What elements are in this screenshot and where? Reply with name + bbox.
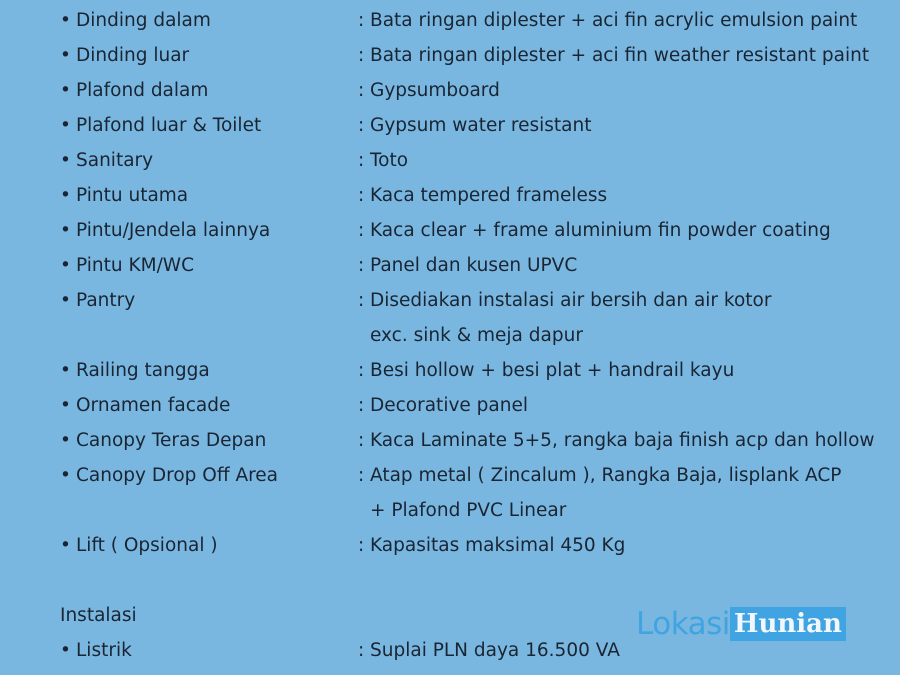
spec-value: Kaca Laminate 5+5, rangka baja finish acp dan hollow [370,430,875,451]
spec-value: Panel dan kusen UPVC [370,255,578,276]
watermark-part2: Hunian [730,607,846,641]
bullet: • [60,640,71,661]
separator: : [358,465,365,486]
spec-value: Bata ringan diplester + aci fin weather resistant paint [370,45,870,66]
spec-row-dinding-luar [60,38,890,73]
spec-value: Kaca tempered frameless [370,185,608,206]
spec-row-ornamen-facade [60,388,890,423]
watermark-part1: Lokasi [636,606,730,642]
spec-row-canopy-drop-off-continuation [60,493,890,528]
spec-value: Besi hollow + besi plat + handrail kayu [370,360,735,381]
spec-value: Atap metal ( Zincalum ), Rangka Baja, lisplank ACP [370,465,842,486]
separator: : [358,255,365,276]
separator: : [358,290,365,311]
spec-value: Decorative panel [370,395,528,416]
spec-label: Ornamen facade [76,395,231,416]
spec-label: Pintu/Jendela lainnya [76,220,271,241]
instalasi-heading: Instalasi [60,605,137,626]
bullet: • [60,255,71,276]
bullet: • [60,360,71,381]
bullet: • [60,10,71,31]
spec-label: Plafond dalam [76,80,209,101]
spec-value: Kapasitas maksimal 450 Kg [370,535,626,556]
spec-value: Suplai PLN daya 16.500 VA [370,640,620,661]
bullet: • [60,290,71,311]
spec-label: Dinding luar [76,45,190,66]
bullet: • [60,430,71,451]
spec-label: Pintu utama [76,185,189,206]
bullet: • [60,45,71,66]
spec-label: Railing tangga [76,360,210,381]
spec-label: Canopy Teras Depan [76,430,267,451]
spec-value: Gypsum water resistant [370,115,592,136]
spec-label: Dinding dalam [76,10,211,31]
spec-row-railing-tangga [60,353,890,388]
spec-label: Pantry [76,290,136,311]
watermark-logo [636,607,846,641]
bullet: • [60,80,71,101]
separator: : [358,115,365,136]
spec-value-continuation: + Plafond PVC Linear [370,500,567,521]
spec-row-plafond-dalam [60,73,890,108]
separator: : [358,220,365,241]
section-spacer [60,563,890,598]
bullet: • [60,150,71,171]
spec-row-pantry-continuation [60,318,890,353]
spec-value: Disediakan instalasi air bersih dan air kotor [370,290,772,311]
spec-row-sanitary [60,143,890,178]
spec-value-continuation: exc. sink & meja dapur [370,325,583,346]
separator: : [358,185,365,206]
spec-row-canopy-drop-off [60,458,890,493]
spec-list [60,3,890,668]
bullet: • [60,465,71,486]
separator: : [358,150,365,171]
spec-value: Bata ringan diplester + aci fin acrylic emulsion paint [370,10,858,31]
spec-row-plafond-luar [60,108,890,143]
separator: : [358,395,365,416]
spec-row-pintu-km-wc [60,248,890,283]
spec-row-lift [60,528,890,563]
separator: : [358,535,365,556]
separator: : [358,640,365,661]
bullet: • [60,535,71,556]
spec-row-pantry [60,283,890,318]
spec-value: Kaca clear + frame aluminium fin powder coating [370,220,831,241]
spec-label: Pintu KM/WC [76,255,195,276]
spec-row-dinding-dalam [60,3,890,38]
spec-row-pintu-jendela [60,213,890,248]
spec-label: Lift ( Opsional ) [76,535,218,556]
bullet: • [60,220,71,241]
separator: : [358,430,365,451]
spec-row-canopy-teras [60,423,890,458]
separator: : [358,80,365,101]
spec-label: Listrik [76,640,132,661]
spec-label: Canopy Drop Off Area [76,465,279,486]
separator: : [358,360,365,381]
bullet: • [60,185,71,206]
separator: : [358,10,365,31]
spec-label: Plafond luar & Toilet [76,115,262,136]
spec-row-pintu-utama [60,178,890,213]
separator: : [358,45,365,66]
spec-value: Gypsumboard [370,80,500,101]
bullet: • [60,115,71,136]
spec-value: Toto [370,150,409,171]
bullet: • [60,395,71,416]
spec-label: Sanitary [76,150,154,171]
